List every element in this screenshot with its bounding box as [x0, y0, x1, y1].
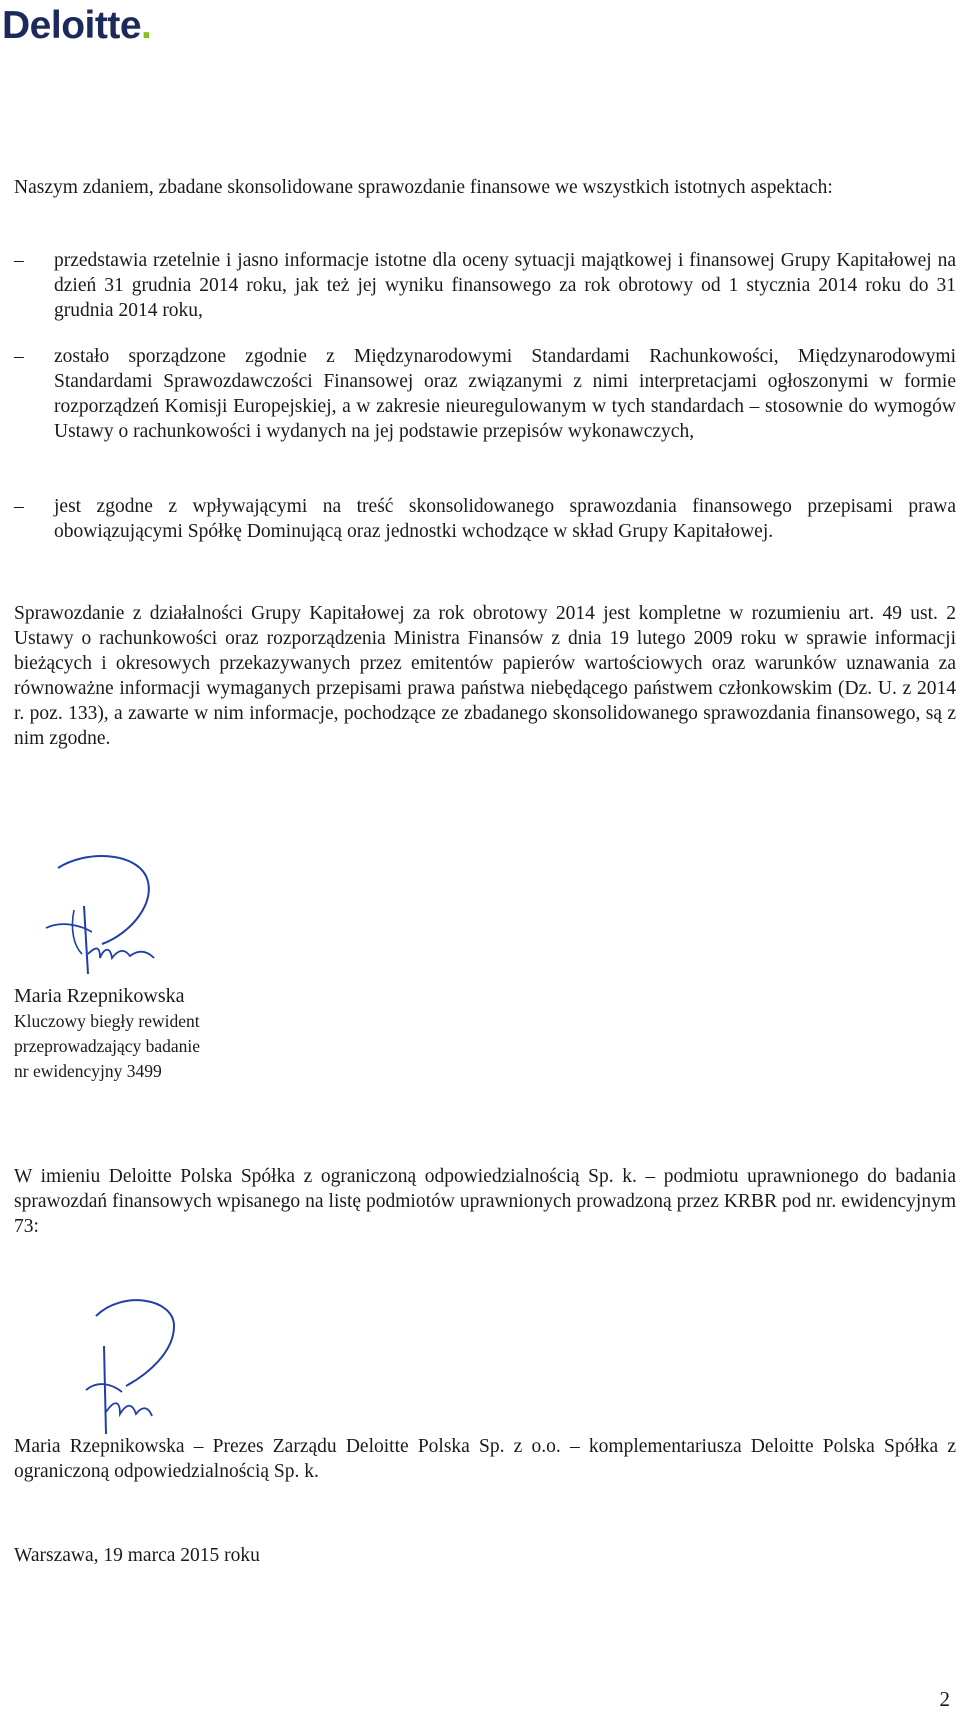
firm-signatory: Maria Rzepnikowska – Prezes Zarządu Deloitte Polska Sp. z o.o. – komplementariusza Deloitte Polska Spółka z ograniczoną odpowiedzialnością Sp. k.: [14, 1436, 956, 1482]
page-number: 2: [939, 1687, 950, 1711]
auditor-signature: [34, 846, 164, 986]
firm-statement: W imieniu Deloitte Polska Spółka z ograniczoną odpowiedzialnością Sp. k. – podmiotu uprawnionego do badania sprawozdań finansowych wpisanego na listę podmiotów uprawnionych prowadzoną przez KRBR pod nr. ewidencyjnym 73:: [14, 1166, 956, 1237]
bullet-text: przedstawia rzetelnie i jasno informacje istotne dla oceny sytuacji majątkowej i finansowej Grupy Kapitałowej na dzień 31 grudnia 2014 roku, jak też jej wyniku finansowego za rok obrotowy od 1 stycznia 2014 roku do 31 grudnia 2014 roku,: [54, 250, 956, 321]
report-paragraph: Sprawozdanie z działalności Grupy Kapitałowej za rok obrotowy 2014 jest kompletne w rozumieniu art. 49 ust. 2 Ustawy o rachunkowości oraz rozporządzenia Ministra Finansów z dnia 19 lutego 2009 roku w sprawie informacji bieżących i okresowych przekazywanych przez emitentów papierów wartościowych oraz warunków uznawania za równoważne informacji wymaganych przepisami prawa państwa niebędącego państwem członkowskim (Dz. U. z 2014 r. poz. 133), a zawarte w nim informacje, pochodzące ze zbadanego skonsolidowanego sprawozdania finansowego, są z nim zgodne.: [14, 603, 956, 749]
bullet-text: zostało sporządzone zgodnie z Międzynarodowymi Standardami Rachunkowości, Międzynarodowymi Standardami Sprawozdawczości Finansowej oraz związanymi z nimi interpretacjami ogłoszonymi w formie rozporządzeń Komisji Europejskiej, a w zakresie nieuregulowanym w tych standardach – stosownie do wymogów Ustawy o rachunkowości i wydanych na jej podstawie przepisów wykonawczych,: [54, 346, 956, 442]
bullet-text: jest zgodne z wpływającymi na treść skonsolidowanego sprawozdania finansowego przepisami prawa obowiązującymi Spółkę Dominującą oraz jednostki wchodzące w skład Grupy Kapitałowej.: [54, 496, 956, 542]
auditor-name: Maria Rzepnikowska: [14, 985, 185, 1007]
opinion-intro: Naszym zdaniem, zbadane skonsolidowane sprawozdanie finansowe we wszystkich istotnych aspektach:: [14, 177, 833, 198]
bullet-dash: –: [14, 496, 24, 517]
deloitte-logo: [2, 2, 151, 50]
place-and-date: Warszawa, 19 marca 2015 roku: [14, 1545, 260, 1566]
auditor-block: [14, 983, 200, 1084]
auditor-role: Kluczowy biegły rewident: [14, 1011, 200, 1031]
logo-dot: .: [141, 4, 152, 47]
bullet-dash: –: [14, 346, 24, 367]
logo-text: Deloitte: [2, 4, 142, 47]
auditor-registry-number: nr ewidencyjny 3499: [14, 1061, 162, 1081]
bullet-dash: –: [14, 250, 24, 271]
auditor-role-2: przeprowadzający badanie: [14, 1036, 201, 1056]
president-signature: [82, 1294, 182, 1444]
